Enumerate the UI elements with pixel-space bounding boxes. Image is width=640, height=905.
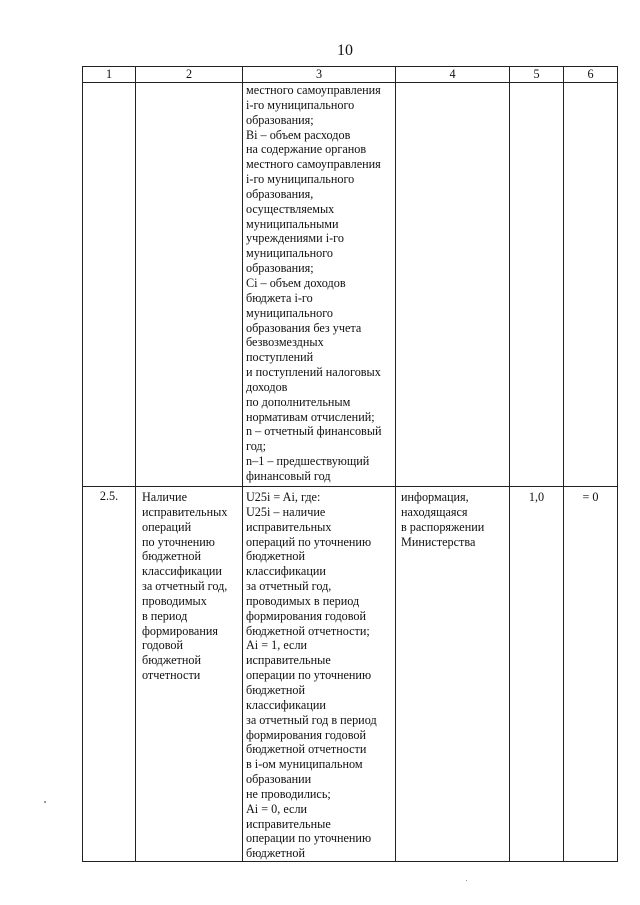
page-number: 10 [337,42,353,59]
table-row [83,487,618,862]
calculation-method-line: исправительные [246,816,331,831]
calculation-method-line: доходов [246,379,288,394]
calculation-method-line: U25i – наличие [246,504,326,519]
calculation-method-cell [243,487,396,862]
calculation-method-line: n – отчетный финансовый [246,424,382,439]
column-number-row [83,67,618,83]
calculation-method-cell [243,83,396,487]
calculation-method-line: год; [246,439,267,454]
calculation-method-line: нормативам отчислений; [246,409,375,424]
calculation-method-line: образовании [246,772,312,787]
column-header-2: 2 [136,67,243,83]
calculation-method-line: местного самоуправления [246,83,381,97]
criterion-name-cell [136,487,243,862]
criterion-name-line: по уточнению [142,534,215,549]
calculation-method-line: Ci – объем доходов [246,275,346,290]
calculation-method-line: учреждениями i-го [246,231,344,246]
criterion-name-line: формирования [142,623,218,638]
calculation-method-line: на содержание органов [246,142,367,157]
calculation-method-line: операций по уточнению [246,534,372,549]
criterion-name-cell [136,83,243,487]
calculation-method-line: формирования годовой [246,608,367,623]
calculation-method-line: бюджета i-го [246,290,313,305]
calculation-method-line: образования; [246,112,314,127]
criterion-name-line: годовой [142,638,184,653]
calculation-method-line: за отчетный год, [246,579,332,594]
criterion-name-line: проводимых [142,593,207,608]
calculation-method-line: муниципального [246,246,333,261]
target-value-cell [564,83,618,487]
calculation-method-line: и поступлений налоговых [246,365,381,380]
weight-cell: 1,0 [510,487,564,862]
column-header-4: 4 [396,67,510,83]
criterion-name-line: бюджетной [142,653,202,668]
data-source-line: Министерства [401,534,476,549]
row-number-cell [83,83,136,487]
calculation-method-line: бюджетной [246,549,306,564]
target-value-cell: = 0 [564,487,618,862]
row-number-cell: 2.5. [83,487,136,862]
scan-speck [44,801,46,803]
calculation-method-line: за отчетный год в период [246,712,377,727]
calculation-method-line: финансовый год [246,468,331,483]
calculation-method-line: образования; [246,261,314,276]
criterion-name-line: классификации [142,564,222,579]
data-source-line: в распоряжении [401,519,485,534]
calculation-method-line: образования без учета [246,320,362,335]
calculation-method-line: не проводились; [246,786,331,801]
calculation-method-line: муниципальными [246,216,339,231]
calculation-method-line: классификации [246,697,326,712]
calculation-method-line: i-го муниципального [246,97,355,112]
criterion-name-line: бюджетной [142,549,202,564]
calculation-method-line: муниципального [246,305,333,320]
calculation-method-line: по дополнительным [246,394,351,409]
calculation-method-line: безвозмездных [246,335,324,350]
data-source-line: информация, [401,490,469,504]
data-source-cell [396,83,510,487]
criteria-table [82,66,618,862]
calculation-method-line: бюджетной [246,846,306,861]
data-source-cell [396,487,510,862]
calculation-method-line: n–1 – предшествующий [246,454,370,469]
calculation-method-line: операции по уточнению [246,668,372,683]
calculation-method-line: операции по уточнению [246,831,372,846]
calculation-method-line: поступлений [246,350,314,365]
calculation-method-line: классификации [246,564,326,579]
criterion-name-line: за отчетный год, [142,579,228,594]
column-header-1: 1 [83,67,136,83]
calculation-method-line: формирования годовой [246,727,367,742]
calculation-method-line: местного самоуправления [246,157,381,172]
table-row [83,83,618,487]
calculation-method-line: проводимых в период [246,593,360,608]
calculation-method-line: бюджетной отчетности; [246,623,370,638]
calculation-method-line: осуществляемых [246,201,335,216]
column-header-6: 6 [564,67,618,83]
scan-speck [466,880,467,881]
calculation-method-line: образования, [246,186,314,201]
criterion-name-line: отчетности [142,668,201,683]
criterion-name-line: операций [142,519,192,534]
calculation-method-line: исправительные [246,653,331,668]
weight-cell [510,83,564,487]
calculation-method-line: бюджетной [246,682,306,697]
column-header-5: 5 [510,67,564,83]
calculation-method-line: Ai = 0, если [246,801,308,816]
calculation-method-line: Bi – объем расходов [246,127,351,142]
criterion-name-line: исправительных [142,504,228,519]
data-source-line: находящаяся [401,504,468,519]
calculation-method-line: исправительных [246,519,332,534]
calculation-method-line: U25i = Ai, где: [246,490,321,504]
calculation-method-line: i-го муниципального [246,172,355,187]
criterion-name-line: Наличие [142,490,187,504]
calculation-method-line: Ai = 1, если [246,638,308,653]
criterion-name-line: в период [142,608,188,623]
calculation-method-line: в i-ом муниципальном [246,757,363,772]
column-header-3: 3 [243,67,396,83]
calculation-method-line: бюджетной отчетности [246,742,367,757]
